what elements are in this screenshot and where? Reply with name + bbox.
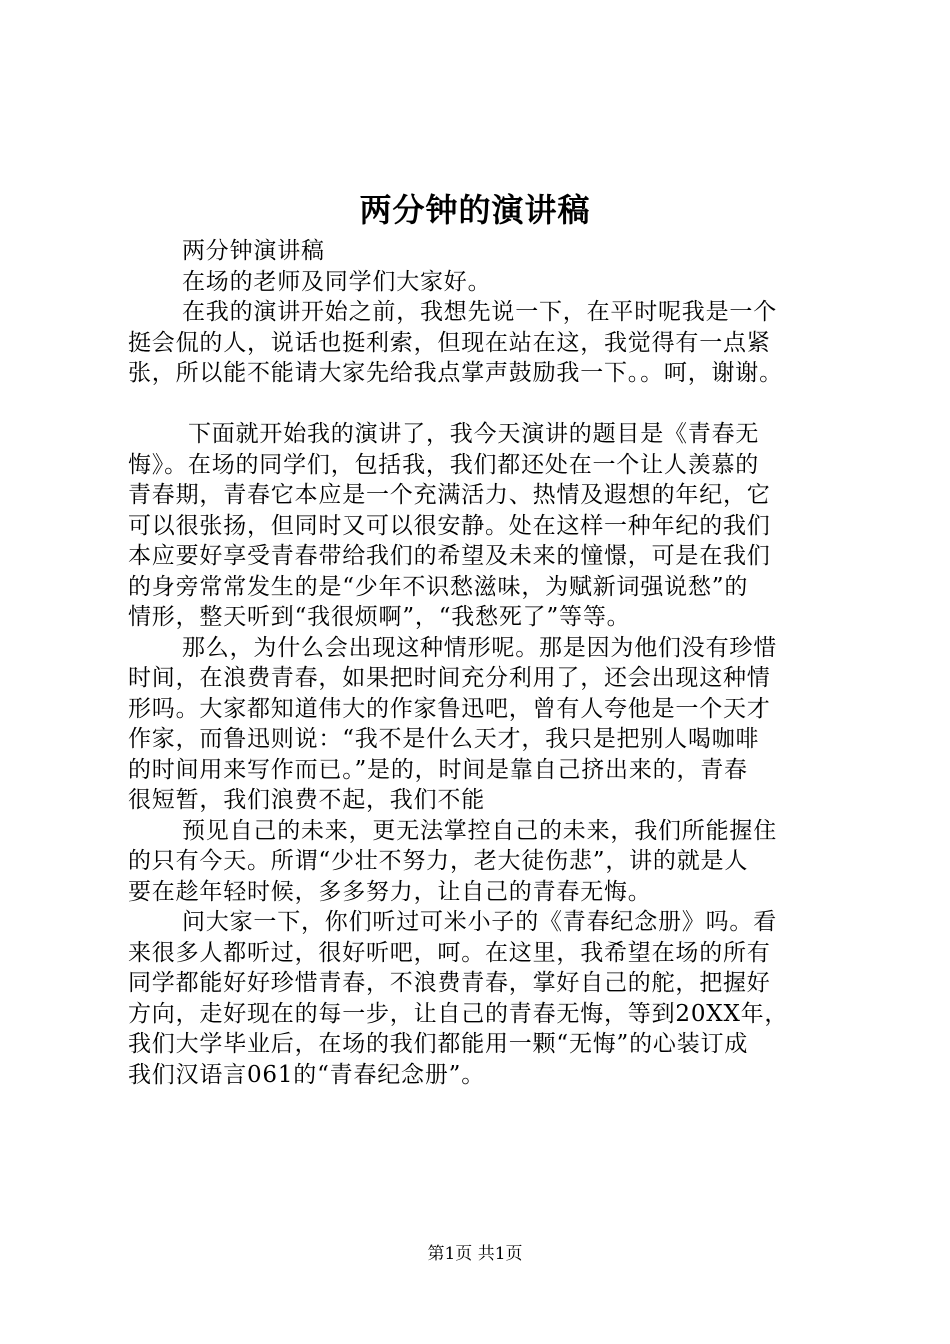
paragraph-line: 时间，在浪费青春，如果把时间充分利用了，还会出现这种情 bbox=[128, 665, 771, 691]
paragraph-line: 的身旁常常发生的是“少年不识愁滋味，为赋新词强说愁”的 bbox=[128, 573, 749, 600]
paragraph-line: 悔》。在场的同学们，包括我，我们都还处在一个让人羡慕的 bbox=[128, 451, 760, 478]
paragraph-line: 下面就开始我的演讲了，我今天演讲的题目是《青春无 bbox=[188, 421, 760, 447]
paragraph-line: 很短暂，我们浪费不起，我们不能 bbox=[128, 787, 485, 813]
subtitle-line: 两分钟演讲稿 bbox=[182, 238, 325, 264]
paragraph-line: 那么，为什么会出现这种情形呢。那是因为他们没有珍惜 bbox=[182, 634, 777, 661]
paragraph-line: 的只有今天。所谓“少壮不努力，老大徒伤悲”，讲的就是人 bbox=[128, 848, 749, 874]
paragraph-line: 的时间用来写作而已。”是的，时间是靠自己挤出来的，青春 bbox=[128, 756, 748, 783]
paragraph-line: 同学都能好好珍惜青春，不浪费青春，掌好自己的舵，把握好 bbox=[128, 970, 771, 996]
paragraph-line: 我们汉语言061的“青春纪念册”。 bbox=[128, 1061, 486, 1088]
paragraph-line: 形吗。大家都知道伟大的作家鲁迅吧，曾有人夸他是一个天才 bbox=[128, 695, 771, 722]
document-title: 两分钟的演讲稿 bbox=[359, 191, 591, 229]
paragraph-line: 可以很张扬，但同时又可以很安静。处在这样一种年纪的我们 bbox=[128, 512, 771, 539]
document-body bbox=[128, 236, 840, 1090]
paragraph-line: 情形，整天听到“我很烦啊”，“我愁死了”等等。 bbox=[128, 604, 631, 630]
paragraph-line: 作家，而鲁迅则说：“我不是什么天才，我只是把别人喝咖啡 bbox=[128, 726, 760, 752]
greeting-line: 在场的老师及同学们大家好。 bbox=[182, 268, 492, 295]
paragraph-line: 方向，走好现在的每一步，让自己的青春无悔，等到20XX年， bbox=[128, 1000, 789, 1027]
paragraph-line: 本应要好享受青春带给我们的希望及未来的憧憬，可是在我们 bbox=[128, 543, 771, 569]
page-number-footer: 第1页 共1页 bbox=[427, 1244, 523, 1264]
paragraph-line: 要在趁年轻时候，多多努力，让自己的青春无悔。 bbox=[128, 878, 652, 905]
paragraph-line: 挺会侃的人，说话也挺利索，但现在站在这，我觉得有一点紧 bbox=[128, 329, 771, 356]
paragraph-gap bbox=[128, 389, 840, 420]
paragraph-line: 问大家一下，你们听过可米小子的《青春纪念册》吗。看 bbox=[182, 909, 777, 935]
paragraph-line: 在我的演讲开始之前，我想先说一下，在平时呢我是一个 bbox=[182, 299, 777, 325]
paragraph-line: 来很多人都听过，很好听吧，呵。在这里，我希望在场的所有 bbox=[128, 939, 771, 966]
paragraph-line: 青春期，青春它本应是一个充满活力、热情及遐想的年纪，它 bbox=[128, 482, 771, 508]
paragraph-line: 张，所以能不能请大家先给我点掌声鼓励我一下。。呵，谢谢。 bbox=[128, 360, 783, 386]
paragraph-line: 预见自己的未来，更无法掌控自己的未来，我们所能握住 bbox=[182, 817, 777, 844]
paragraph-line: 我们大学毕业后，在场的我们都能用一颗“无悔”的心装订成 bbox=[128, 1031, 749, 1057]
